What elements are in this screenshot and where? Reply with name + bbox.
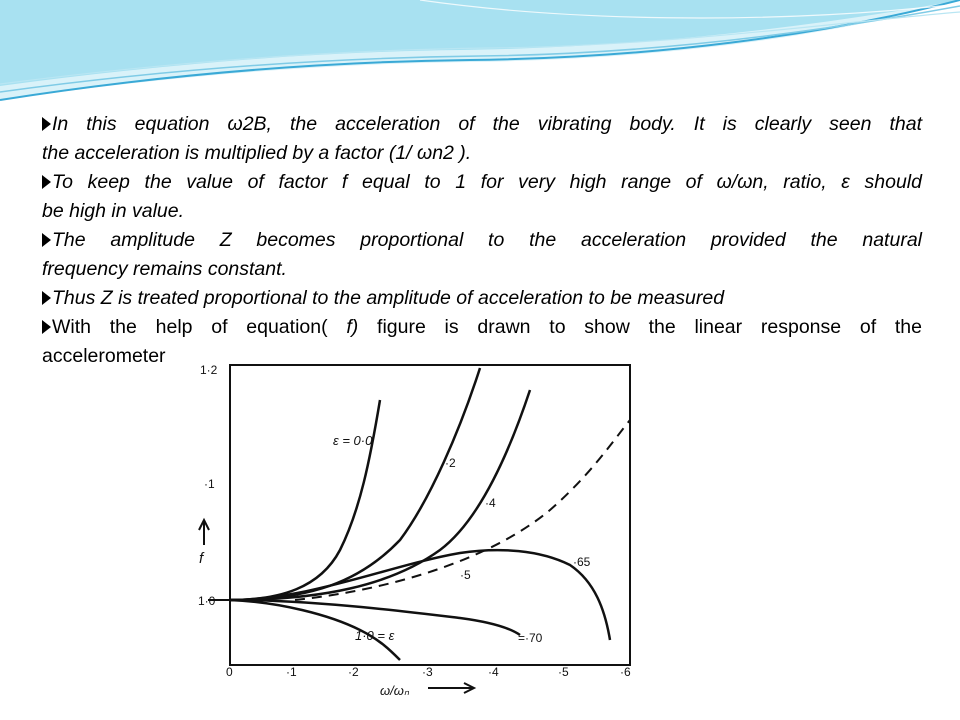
accelerometer-response-figure <box>190 350 640 700</box>
curve-label: ·5 <box>460 568 471 582</box>
x-axis-arrow-icon <box>428 683 474 693</box>
bullet-text: frequency remains constant. <box>42 258 287 280</box>
curve-eps-0-4 <box>230 390 530 600</box>
plot-frame <box>230 365 630 665</box>
bullet-3 <box>42 226 922 255</box>
arrow-bullet-icon <box>42 175 51 189</box>
curve-eps-0 <box>230 400 380 600</box>
x-axis-label: ω/ωₙ <box>380 683 410 698</box>
bullet-2-cont <box>42 197 922 226</box>
y-axis-arrow-icon <box>199 520 209 545</box>
x-tick-label: ·5 <box>558 665 569 679</box>
curve-label: ε = 0·0 <box>333 433 373 448</box>
header-wave-decoration <box>0 0 960 110</box>
bullet-1-cont <box>42 139 922 168</box>
y-tick-label: 1·2 <box>200 363 218 377</box>
bullet-text: To keep the value of factor f equal to 1 for very high range of ω/ωn, ratio, ε should <box>52 171 922 193</box>
slide-body <box>42 110 922 371</box>
x-tick-label: ·2 <box>348 665 359 679</box>
bullet-2 <box>42 168 922 197</box>
bullet-3-cont <box>42 255 922 284</box>
bullet-text: be high in value. <box>42 200 185 222</box>
bullet-4 <box>42 284 922 313</box>
x-tick-label: ·3 <box>422 665 433 679</box>
arrow-bullet-icon <box>42 320 51 334</box>
bullet-text: The amplitude Z becomes proportional to the acceleration provided the natural <box>52 229 922 251</box>
x-tick-label: ·4 <box>488 665 499 679</box>
bullet-text: figure is drawn to show the linear response of the <box>358 316 922 338</box>
bullet-text: With the help of equation( <box>52 316 347 338</box>
x-tick-label: ·6 <box>620 665 631 679</box>
curve-eps-0-2 <box>230 368 480 600</box>
x-tick-label: 0 <box>226 665 233 679</box>
y-tick-label: ·1 <box>204 477 215 491</box>
y-tick-label: 1·0 <box>198 594 216 608</box>
curve-label: =·70 <box>518 631 543 645</box>
curve-label: ·65 <box>573 555 591 569</box>
arrow-bullet-icon <box>42 117 51 131</box>
x-tick-label: ·1 <box>286 665 297 679</box>
curve-label: ·4 <box>485 496 496 510</box>
arrow-bullet-icon <box>42 291 51 305</box>
curve-label: ·2 <box>445 456 456 470</box>
bullet-text: In this equation ω2B, the acceleration of the vibrating body. It is clearly seen that <box>52 113 922 135</box>
y-axis-label: f <box>199 550 204 567</box>
bullet-text: accelerometer <box>42 345 166 367</box>
bullet-text-italic: f) <box>346 316 359 338</box>
curve-label: 1·0 = ε <box>355 628 395 643</box>
bullet-text: Thus Z is treated proportional to the amplitude of acceleration to be measured <box>52 287 725 309</box>
bullet-5 <box>42 313 922 342</box>
bullet-text: the acceleration is multiplied by a factor (1/ ωn2 ). <box>42 142 472 164</box>
bullet-1 <box>42 110 922 139</box>
arrow-bullet-icon <box>42 233 51 247</box>
